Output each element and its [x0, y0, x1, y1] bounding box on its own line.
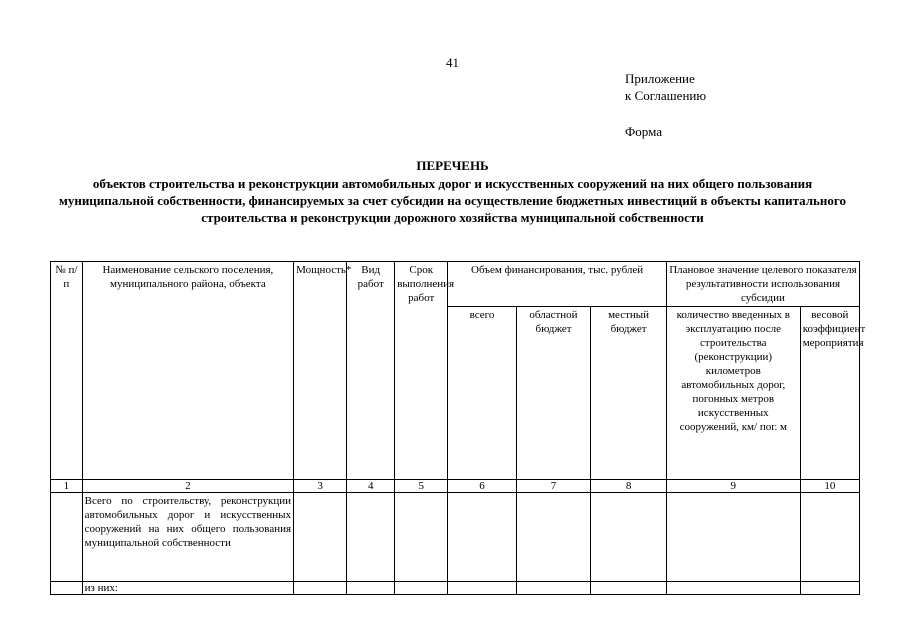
column-number: 10 [800, 480, 859, 493]
table-row [51, 582, 860, 595]
row-of-them-name: из них: [82, 582, 293, 595]
column-number: 4 [347, 480, 395, 493]
header-financing-local: местный бюджет [591, 307, 667, 480]
document-title: ПЕРЕЧЕНЬ [416, 158, 489, 173]
table-cell [395, 493, 448, 582]
table-cell [666, 582, 800, 595]
table-cell [516, 493, 591, 582]
header-target-quantity: количество введенных в эксплуатацию после строительства (реконструкции) километров автомобильных дорог, погонных метров искусственных сооружений, км/ пог. м [666, 307, 800, 480]
column-number: 2 [82, 480, 293, 493]
table-cell [395, 582, 448, 595]
header-work-type: Вид работ [347, 262, 395, 480]
table-row [51, 493, 860, 582]
row-total-name: Всего по строительству, реконструкции автомобильных дорог и искусственных сооружений на них общего пользования муниципальной собственности [82, 493, 293, 582]
document-subtitle: объектов строительства и реконструкции автомобильных дорог и искусственных сооружений на них общего пользования муниципальной собственности, финансируемых за счет субсидии на осуществление бюджетных инвестиций в объекты капитального строительства и реконструкции дорожного хозяйства муниципальной собственности [58, 176, 847, 225]
column-number: 1 [51, 480, 83, 493]
form-label: Форма [625, 124, 662, 139]
header-name: Наименование сельского поселения, муниципального района, объекта [82, 262, 293, 480]
objects-table [50, 261, 866, 595]
header-row-1 [51, 262, 860, 307]
column-number: 3 [294, 480, 347, 493]
table-cell [294, 493, 347, 582]
header-financing-total: всего [448, 307, 516, 480]
column-number: 6 [448, 480, 516, 493]
table-cell [448, 582, 516, 595]
column-number: 9 [666, 480, 800, 493]
table-cell [591, 493, 667, 582]
column-number: 7 [516, 480, 591, 493]
header-deadline: Срок выполнения работ [395, 262, 448, 480]
column-numbers-row [51, 480, 860, 493]
header-target-indicator: Плановое значение целевого показателя результативности использования субсидии [666, 262, 859, 307]
header-target-weight: весовой коэффициент мероприятия [800, 307, 859, 480]
table-cell [516, 582, 591, 595]
page-number: 41 [446, 55, 459, 70]
table-cell [666, 493, 800, 582]
header-num: № п/п [51, 262, 83, 480]
table-cell [800, 582, 859, 595]
column-number: 5 [395, 480, 448, 493]
header-financing: Объем финансирования, тыс. рублей [448, 262, 667, 307]
appendix-label: Приложение [625, 71, 695, 86]
table-cell [347, 493, 395, 582]
table-cell [800, 493, 859, 582]
table-cell [591, 582, 667, 595]
table-cell [448, 493, 516, 582]
table-cell [51, 493, 83, 582]
table-cell [51, 582, 83, 595]
table-cell [347, 582, 395, 595]
appendix-agreement-label: к Соглашению [625, 88, 707, 103]
column-number: 8 [591, 480, 667, 493]
table-cell [294, 582, 347, 595]
header-financing-regional: областной бюджет [516, 307, 591, 480]
header-capacity: Мощность* [294, 262, 347, 480]
